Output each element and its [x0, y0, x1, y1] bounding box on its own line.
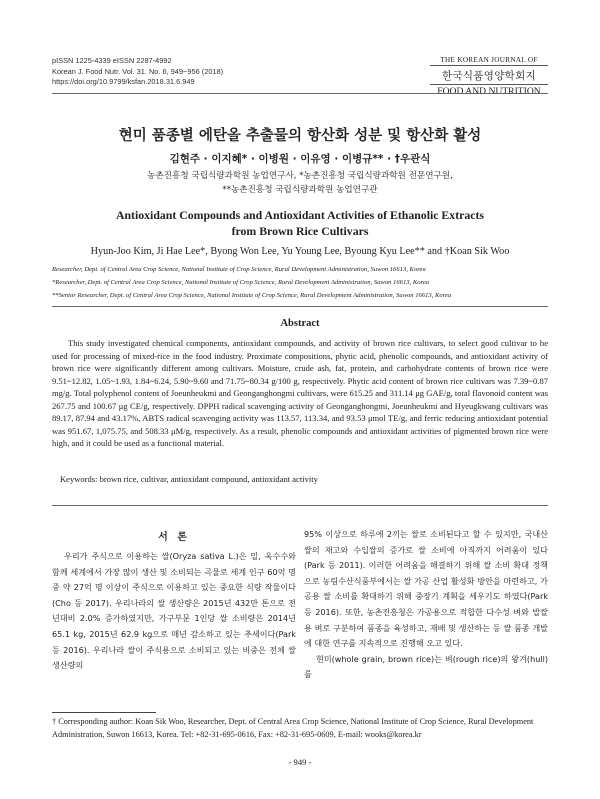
- keywords: Keywords: brown rice, cultivar, antioxidant compound, antioxidant activity: [60, 474, 318, 484]
- issn-line: pISSN 1225-4339 eISSN 2287-4992: [52, 56, 172, 65]
- intro-right-paragraph: 95% 이상으로 하루에 2끼는 쌀로 소비된다고 할 수 있지만, 국내산 쌀의 재고와 수입쌀의 증가로 쌀 소비에 아직까지 어려움이 있다(Park 등 2011). 이러한 어려움을 해결하기 위해 쌀 소비 확대 정책으로 농림수산식품부에서는 쌀 가공 산업 활성화 방안을 마련하고, 가공용 쌀 소비를 확대하기 위해 중장기 계획을 세우기도 하였다(Park 등 2016). 또한, 농촌진흥청은 가공용으로 적합한 다수성 벼와 밥쌀용 벼로 구분하여 품종을 육성하고, 재배 및 생산하는 등 쌀 품종 개발에 대한 연구를 지속적으로 진행해 오고 있다.: [304, 529, 548, 649]
- title-korean: 현미 품종별 에탄올 추출물의 항산화 성분 및 항산화 활성: [118, 128, 482, 144]
- journal-name-en-bottom: FOOD AND NUTRITION: [430, 84, 548, 97]
- title-english-line-1: Antioxidant Compounds and Antioxidant Activities of Ethanolic Extracts: [115, 208, 485, 222]
- affiliation-korean-2: **농촌진흥청 국립식량과학원 농업연구관: [222, 185, 378, 195]
- affiliation-english-2: *Researcher, Dept. of Central Area Crop Science, National Institute of Crop Science, Rural Development Administration, Suwon 16613, Korea: [52, 279, 430, 286]
- authors-english: Hyun-Joo Kim, Ji Hae Lee*, Byong Won Lee, Yu Young Lee, Byoung Kyu Lee** and †Koan Sik Woo: [90, 246, 510, 257]
- affiliation-english-3: **Senior Researcher, Dept. of Central Area Crop Science, National Institute of Crop Science, Rural Development Administration, Suwon 16613, Korea: [52, 292, 452, 299]
- affiliation-korean-1: 농촌진흥청 국립식량과학원 농업연구사, *농촌진흥청 국립식량과학원 전문연구원,: [147, 171, 453, 181]
- journal-meta: [52, 56, 223, 88]
- abstract-body: This study investigated chemical components, antioxidant compounds, and activity of brown rice cultivars, to select good cultivar to be used for processing of mixed-rice in the food industry. Proximate compositions, phytic acid, phenolic compounds, and antioxidant activity of brown rice were significantly different among cultivars. Moisture, crude ash, fat, protein, and carbohydrate contents of brown rice were 9.51~12.82, 1.05~1.93, 1.84~6.24, 5.90~9.60 and 71.75~80.34 g/100 g, respectively. Phytic acid content of brown rice cultivars was 7.39~0.87 mg/g. Total polyphenol content of Joeunheukmi and Geonganghongmi cultivars, were 615.25 and 311.14 μg GAE/g, total flavonoid content was 267.75 and 100.67 μg CE/g, respectively. DPPH radical scavenging activity of Geonganghongmi, Joeunheukmi and Hyeugkwang cultivars was 89.17, 87.94 and 43.17%, ABTS radical scavenging activity was 113.57, 113.34, and 93.53 μmol TE/g, and ferric reducing antioxidant potential was 951.67, 1,075.75, and 508.33 μM/g, respectively. As a result, phenolic compounds and antioxidant activities of pigmented brown rice were high, and it could be used as a functional material.: [52, 338, 548, 448]
- abstract-divider: [52, 306, 548, 307]
- corresponding-author-footnote: † Corresponding author: Koan Sik Woo, Researcher, Dept. of Central Area Crop Science, National Institute of Crop Science, Rural Development Administration, Suwon 16613, Korea. Tel: +82-31-695-0616, Fax: +82-31-695-0609, E-mail: wooks@korea.kr: [52, 717, 534, 739]
- affiliation-english-1: Researcher, Dept. of Central Area Crop Science, National Institute of Crop Science, Rural Development Administration, Suwon 16613, Korea: [52, 266, 426, 273]
- footnote-divider: [52, 712, 156, 713]
- intro-right-column: [304, 527, 548, 683]
- journal-logo: [430, 56, 548, 97]
- title-english: [0, 208, 600, 239]
- doi-link[interactable]: https://doi.org/10.9799/ksfan.2018.31.6.949: [52, 77, 195, 87]
- section-title-introduction: 서 론: [158, 532, 190, 543]
- journal-name-en-top: THE KOREAN JOURNAL OF: [430, 56, 548, 66]
- authors-korean: 김현주 · 이지혜* · 이병원 · 이유영 · 이병규** · †우관식: [169, 153, 431, 165]
- header-divider: [52, 93, 548, 94]
- intro-left-column: 우리가 주식으로 이용하는 쌀(Oryza sativa L.)은 밀, 옥수수와 함께 세계에서 가장 많이 생산 및 소비되는 곡물로 세계 인구 60억 명 중 약 27억 명 이상이 주식으로 이용하고 있는 중요한 식량 작물이다(Cho 등 2017). 우리나라의 쌀 생산량은 2015년 432만 톤으로 전년대비 2.0% 증가하였지만, 가구부문 1인당 쌀 소비량은 2014년 65.1 kg, 2015년 62.9 kg으로 매년 감소하고 있는 추세이다(Park 등 2016). 우리나라 쌀이 주식용으로 소비되고 있는 비중은 전체 쌀 생산량의: [52, 551, 296, 671]
- body-divider: [52, 505, 548, 506]
- journal-name-ko: 한국식품영양학회지: [442, 70, 536, 82]
- title-english-line-2: from Brown Rice Cultivars: [231, 223, 369, 238]
- abstract-heading: Abstract: [280, 318, 320, 329]
- intro-right-last-line: 현미(whole grain, brown rice)는 벼(rough rice)의 왕겨(hull)를: [304, 653, 548, 680]
- citation-line: Korean J. Food Nutr. Vol. 31. No. 6, 949~956 (2018): [52, 66, 224, 76]
- page-number: - 949 -: [288, 757, 312, 767]
